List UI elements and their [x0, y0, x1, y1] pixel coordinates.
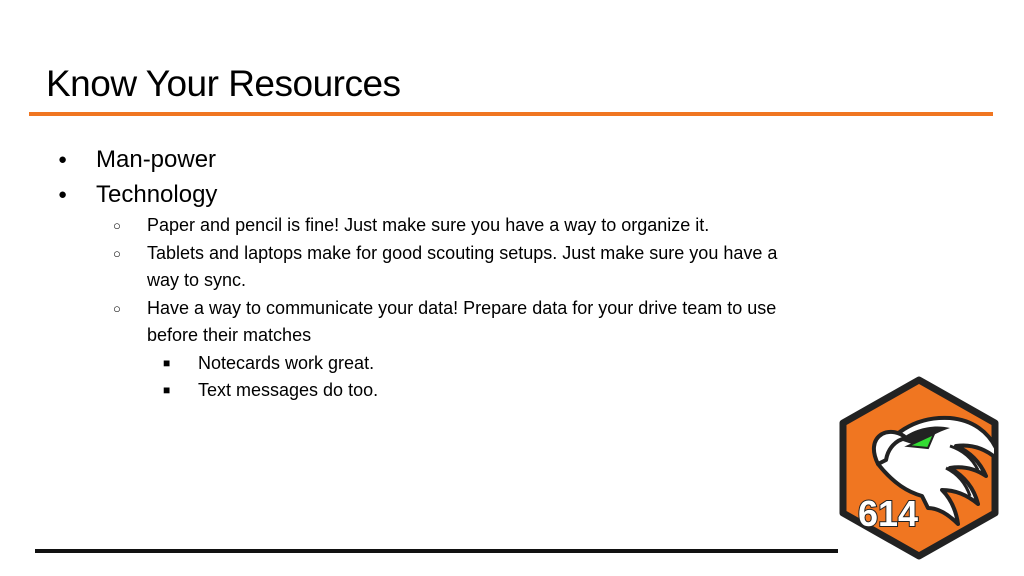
bullet-marker: ● — [58, 186, 68, 203]
logo-number: 614 — [857, 493, 919, 534]
sub-bullet-text: Tablets and laptops make for good scouting setups. Just make sure you have a way to sync. — [147, 242, 778, 290]
footer-rule — [35, 549, 838, 553]
bullet-list — [0, 142, 840, 405]
sub-sub-bullet-item — [0, 350, 840, 378]
sub-sub-bullet-item — [0, 377, 840, 405]
sub-bullet-marker: ○ — [113, 245, 121, 261]
bullet-text: Man-power — [96, 146, 217, 173]
team-logo-icon — [838, 376, 1000, 560]
title-underline — [29, 112, 993, 116]
sub-bullet-item — [0, 240, 807, 295]
sub-bullet-marker: ○ — [113, 300, 121, 316]
sub-sub-bullet-marker: ■ — [163, 355, 171, 370]
sub-bullet-text: Paper and pencil is fine! Just make sure you have a way to organize it. — [147, 215, 710, 235]
sub-sub-bullet-text: Notecards work great. — [198, 352, 375, 373]
bullet-item — [0, 142, 840, 177]
bullet-item — [0, 177, 840, 212]
sub-bullet-item — [0, 212, 807, 240]
bullet-marker: ● — [58, 151, 68, 168]
sub-sub-bullet-marker: ■ — [163, 383, 171, 397]
sub-bullet-marker: ○ — [113, 218, 121, 233]
slide-title: Know Your Resources — [46, 63, 401, 104]
sub-bullet-text: Have a way to communicate your data! Prepare data for your drive team to use before their matches — [147, 297, 777, 345]
sub-bullet-item — [0, 295, 807, 350]
bullet-text: Technology — [96, 181, 218, 208]
sub-sub-bullet-text: Text messages do too. — [198, 380, 379, 400]
